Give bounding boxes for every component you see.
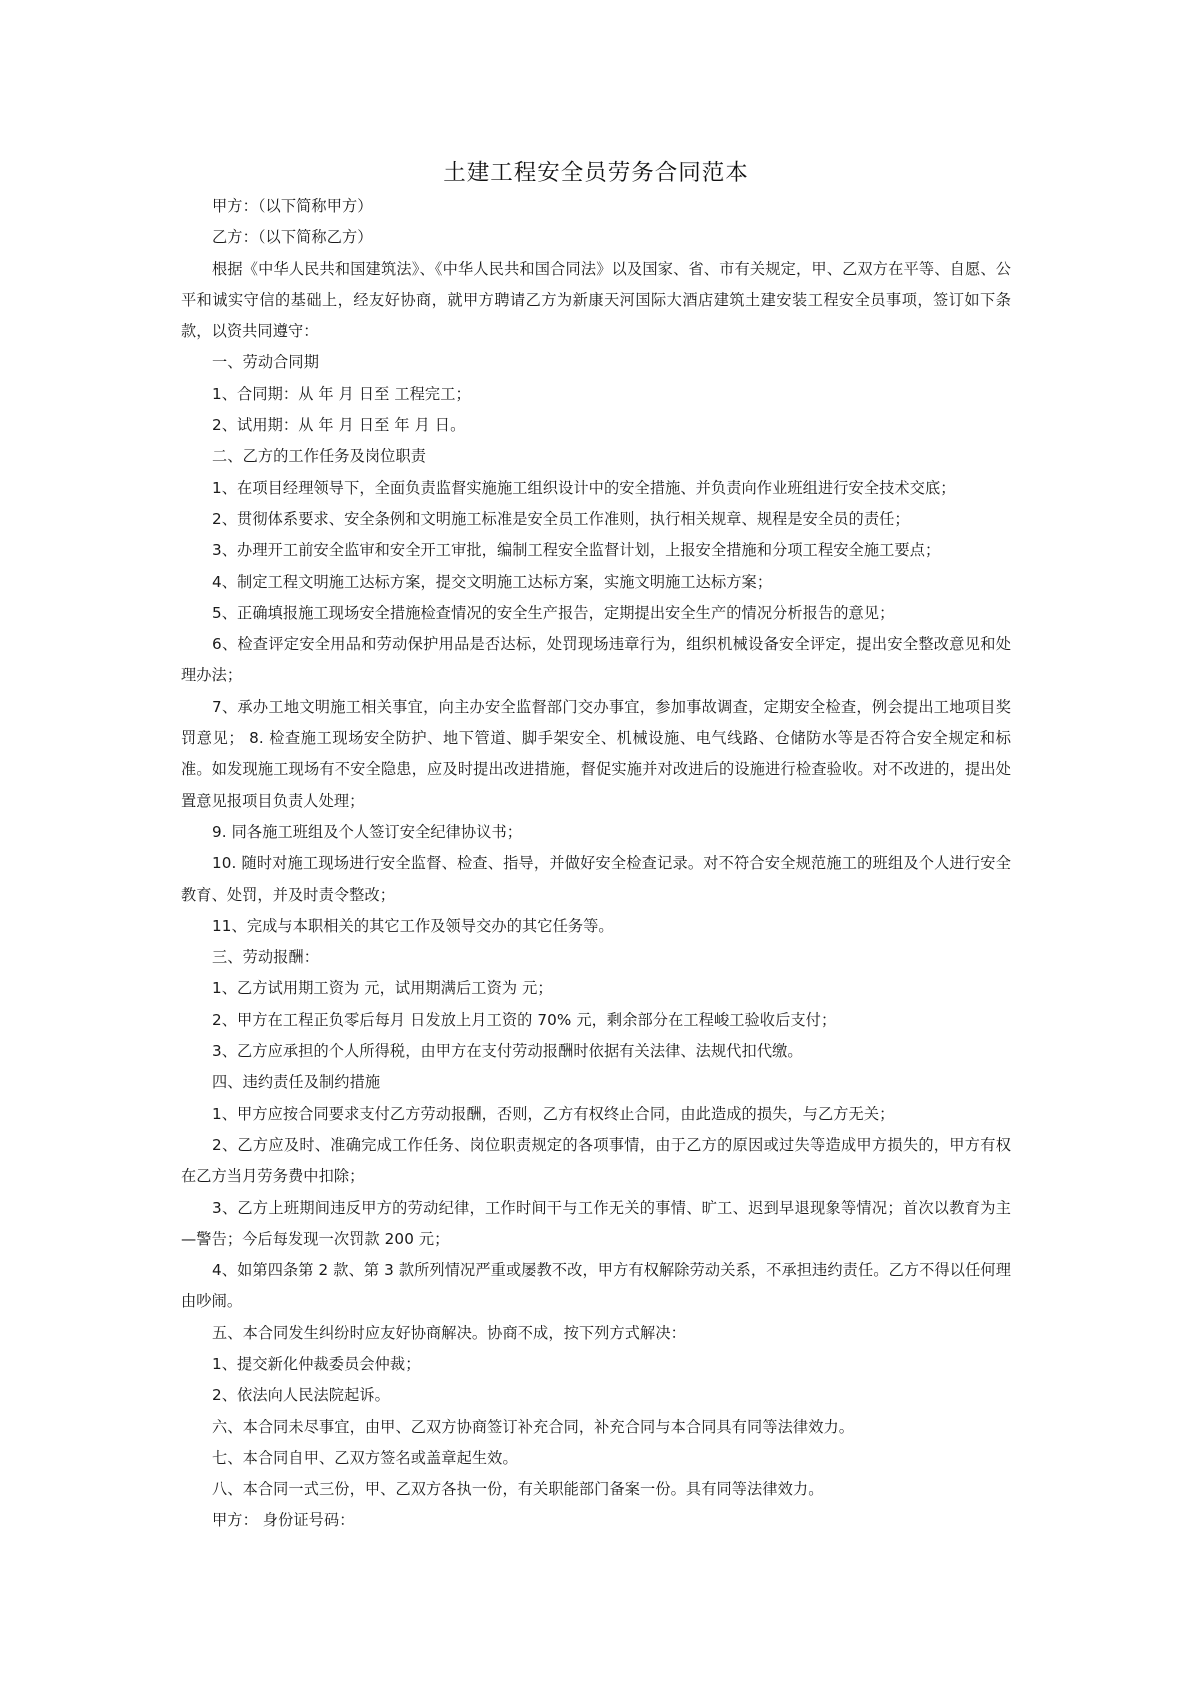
clause-paragraph: 1、乙方试用期工资为 元，试用期满后工资为 元； xyxy=(212,979,553,998)
clause-paragraph: 6、检查评定安全用品和劳动保护用品是否达标，处罚现场违章行为，组织机械设备安全评定，提出安全整改意见和处理办法； xyxy=(181,635,1011,685)
clause-paragraph: 2、贯彻体系要求、安全条例和文明施工标准是安全员工作准则，执行相关规章、规程是安全员的责任； xyxy=(212,509,910,528)
clause-paragraph: 5、正确填报施工现场安全措施检查情况的安全生产报告，定期提出安全生产的情况分析报告的意见； xyxy=(212,603,895,622)
preamble-paragraph: 根据《中华人民共和国建筑法》、《中华人民共和国合同法》以及国家、省、市有关规定，甲、乙双方在平等、自愿、公平和诚实守信的基础上，经友好协商，就甲方聘请乙方为新康天河国际大酒店建筑土建安装工程安全员事项，签订如下条款，以资共同遵守： xyxy=(181,259,1011,341)
signature-line: 甲方： 身份证号码： xyxy=(212,1511,355,1530)
section-heading: 二、乙方的工作任务及岗位职责 xyxy=(212,447,427,466)
document-body xyxy=(181,191,1011,1537)
clause-paragraph: 3、乙方应承担的个人所得税，由甲方在支付劳动报酬时依据有关法律、法规代扣代缴。 xyxy=(212,1042,803,1061)
clause-paragraph: 3、办理开工前安全监审和安全开工审批，编制工程安全监督计划，上报安全措施和分项工程安全施工要点； xyxy=(212,541,941,560)
clause-paragraph: 2、乙方应及时、准确完成工作任务、岗位职责规定的各项事情，由于乙方的原因或过失等造成甲方损失的，甲方有权在乙方当月劳务费中扣除； xyxy=(181,1135,1011,1186)
clause-paragraph: 1、在项目经理领导下，全面负责监督实施施工组织设计中的安全措施、并负责向作业班组进行安全技术交底； xyxy=(212,478,956,497)
clause-paragraph: 1、提交新化仲裁委员会仲裁； xyxy=(212,1354,421,1373)
clause-paragraph: 4、制定工程文明施工达标方案，提交文明施工达标方案，实施文明施工达标方案； xyxy=(212,572,773,591)
party-b-line: 乙方：（以下简称乙方） xyxy=(212,228,373,247)
clause-paragraph: 9. 同各施工班组及个人签订安全纪律协议书； xyxy=(212,822,523,841)
section-heading: 八、本合同一式三份，甲、乙双方各执一份，有关职能部门备案一份。具有同等法律效力。 xyxy=(212,1480,824,1499)
document-title: 土建工程安全员劳务合同范本 xyxy=(443,160,749,186)
clause-paragraph: 11、完成与本职相关的其它工作及领导交办的其它任务等。 xyxy=(212,916,614,935)
section-heading: 五、本合同发生纠纷时应友好协商解决。协商不成，按下列方式解决： xyxy=(212,1323,686,1342)
section-heading: 六、本合同未尽事宜，由甲、乙双方协商签订补充合同，补充合同与本合同具有同等法律效力。 xyxy=(212,1417,855,1436)
section-heading: 七、本合同自甲、乙双方签名或盖章起生效。 xyxy=(212,1448,518,1467)
section-heading: 四、违约责任及制约措施 xyxy=(212,1073,381,1092)
clause-paragraph: 2、试用期：从 年 月 日至 年 月 日。 xyxy=(212,416,466,435)
clause-paragraph: 7、承办工地文明施工相关事宜，向主办安全监督部门交办事宜，参加事故调查，定期安全检查，例会提出工地项目奖罚意见； 8. 检查施工现场安全防护、地下管道、脚手架安全、机械设施、电气线路、仓储防水等是否符合安全规定和标准。如发现施工现场有不安全隐患，应及时提出改进措施，督促实施并对改进后的设施进行检查验收。对不改进的，提出处置意见报项目负责人处理； xyxy=(181,697,1011,810)
clause-paragraph: 2、依法向人民法院起诉。 xyxy=(212,1386,390,1405)
clause-paragraph: 10. 随时对施工现场进行安全监督、检查、指导，并做好安全检查记录。对不符合安全规范施工的班组及个人进行安全教育、处罚，并及时责令整改； xyxy=(181,854,1011,904)
section-heading: 一、劳动合同期 xyxy=(212,353,320,372)
clause-paragraph: 1、合同期：从 年 月 日至 工程完工； xyxy=(212,384,471,403)
clause-paragraph: 2、甲方在工程正负零后每月 日发放上月工资的 70% 元，剩余部分在工程峻工验收后支付； xyxy=(212,1010,837,1029)
clause-paragraph: 1、甲方应按合同要求支付乙方劳动报酬，否则，乙方有权终止合同，由此造成的损失，与乙方无关； xyxy=(212,1104,895,1123)
clause-paragraph: 3、乙方上班期间违反甲方的劳动纪律，工作时间干与工作无关的事情、旷工、迟到早退现象等情况；首次以教育为主—警告；今后每发现一次罚款 200 元； xyxy=(181,1198,1011,1248)
section-heading: 三、劳动报酬： xyxy=(212,948,320,967)
party-a-line: 甲方：（以下简称甲方） xyxy=(212,197,373,215)
clause-paragraph: 4、如第四条第 2 款、第 3 款所列情况严重或屡教不改，甲方有权解除劳动关系，不承担违约责任。乙方不得以任何理由吵闹。 xyxy=(181,1261,1011,1311)
